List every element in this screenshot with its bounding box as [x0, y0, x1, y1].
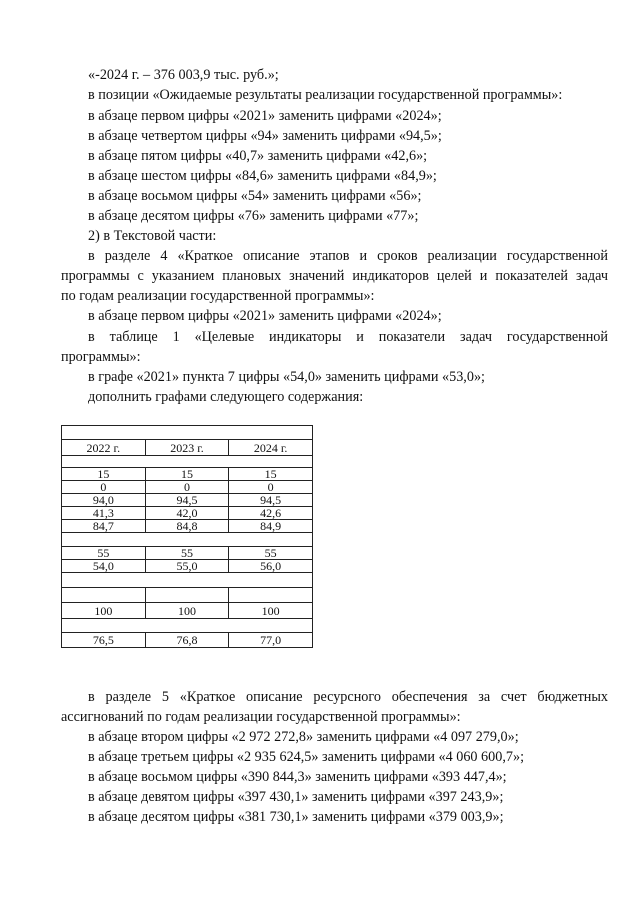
table-cell: 0 — [145, 481, 229, 494]
text-line: в абзаце шестом цифры «84,6» заменить цифрами «84,9»; — [88, 168, 437, 184]
text-line: в абзаце восьмом цифры «390 844,3» заменить цифрами «393 447,4»; — [88, 769, 507, 785]
text-line: в абзаце девятом цифры «397 430,1» заменить цифрами «397 243,9»; — [88, 789, 504, 805]
table-cell: 100 — [229, 603, 313, 619]
table-cell: 55 — [145, 547, 229, 560]
table-cell: 15 — [145, 468, 229, 481]
table-cell: 94,0 — [62, 494, 146, 507]
table-row — [62, 547, 313, 560]
text-line: в абзаце восьмом цифры «54» заменить цифрами «56»; — [88, 188, 422, 204]
column-header: 2023 г. — [145, 440, 229, 456]
table-cell — [62, 588, 146, 603]
table-cell: 84,8 — [145, 520, 229, 533]
table-cell: 0 — [229, 481, 313, 494]
text-line: 2) в Текстовой части: — [88, 228, 217, 244]
column-header: 2024 г. — [229, 440, 313, 456]
text-line: в позиции «Ожидаемые результаты реализации государственной программы»: — [88, 87, 563, 103]
table-row — [62, 520, 313, 533]
text-line: программы»: — [61, 349, 141, 365]
table-cell: 0 — [62, 481, 146, 494]
table-cell: 100 — [145, 603, 229, 619]
table-cell: 15 — [62, 468, 146, 481]
table-cell: 55 — [62, 547, 146, 560]
text-line: в абзаце десятом цифры «381 730,1» заменить цифрами «379 003,9»; — [88, 809, 504, 825]
table-cell: 56,0 — [229, 560, 313, 573]
text-line: в разделе 4 «Краткое описание этапов и сроков реализации государственной — [88, 248, 608, 264]
table-header-row — [62, 440, 313, 456]
table-row — [62, 507, 313, 520]
table-cell: 84,7 — [62, 520, 146, 533]
text-line: дополнить графами следующего содержания: — [88, 389, 364, 405]
table-cell: 77,0 — [229, 633, 313, 648]
text-line: в абзаце третьем цифры «2 935 624,5» заменить цифрами «4 060 600,7»; — [88, 749, 525, 765]
table-row — [62, 468, 313, 481]
text-line: в абзаце первом цифры «2021» заменить цифрами «2024»; — [88, 308, 442, 324]
indicators-table — [61, 425, 313, 648]
column-header: 2022 г. — [62, 440, 146, 456]
table-row — [62, 533, 313, 547]
table-cell: 94,5 — [145, 494, 229, 507]
table-cell — [229, 588, 313, 603]
text-line: в абзаце четвертом цифры «94» заменить цифрами «94,5»; — [88, 128, 442, 144]
text-line: в разделе 5 «Краткое описание ресурсного обеспечения за счет бюджетных — [88, 689, 608, 705]
table-cell: 42,6 — [229, 507, 313, 520]
text-line: по годам реализации государственной программы»: — [61, 288, 375, 304]
text-line: в графе «2021» пункта 7 цифры «54,0» заменить цифрами «53,0»; — [88, 369, 485, 385]
text-line: «-2024 г. – 376 003,9 тыс. руб.»; — [88, 67, 279, 83]
table-cell: 42,0 — [145, 507, 229, 520]
table-row — [62, 588, 313, 603]
table-cell: 54,0 — [62, 560, 146, 573]
table-row — [62, 633, 313, 648]
table-cell: 100 — [62, 603, 146, 619]
table-row — [62, 456, 313, 468]
table-top-row — [62, 426, 313, 440]
table-cell: 41,3 — [62, 507, 146, 520]
text-line: в абзаце пятом цифры «40,7» заменить цифрами «42,6»; — [88, 148, 428, 164]
table-cell: 76,5 — [62, 633, 146, 648]
table-row — [62, 619, 313, 633]
text-line: в таблице 1 «Целевые индикаторы и показатели задач государственной — [88, 329, 608, 345]
table-cell — [145, 588, 229, 603]
table-cell: 55 — [229, 547, 313, 560]
text-line: в абзаце втором цифры «2 972 272,8» заменить цифрами «4 097 279,0»; — [88, 729, 519, 745]
table-cell — [62, 619, 313, 633]
text-line: в абзаце десятом цифры «76» заменить цифрами «77»; — [88, 208, 419, 224]
text-line: в абзаце первом цифры «2021» заменить цифрами «2024»; — [88, 108, 442, 124]
table-cell — [62, 456, 313, 468]
table-cell: 15 — [229, 468, 313, 481]
table-row — [62, 603, 313, 619]
table-cell — [62, 426, 313, 440]
table-row — [62, 481, 313, 494]
table-cell — [62, 573, 313, 588]
table-cell: 76,8 — [145, 633, 229, 648]
table-cell: 94,5 — [229, 494, 313, 507]
text-line: ассигнований по годам реализации государственной программы»: — [61, 709, 461, 725]
table-cell: 84,9 — [229, 520, 313, 533]
table-row — [62, 560, 313, 573]
table-cell — [62, 533, 313, 547]
table-cell: 55,0 — [145, 560, 229, 573]
table-row — [62, 494, 313, 507]
table-row — [62, 573, 313, 588]
text-line: программы с указанием плановых значений индикаторов целей и показателей задач — [61, 268, 608, 284]
